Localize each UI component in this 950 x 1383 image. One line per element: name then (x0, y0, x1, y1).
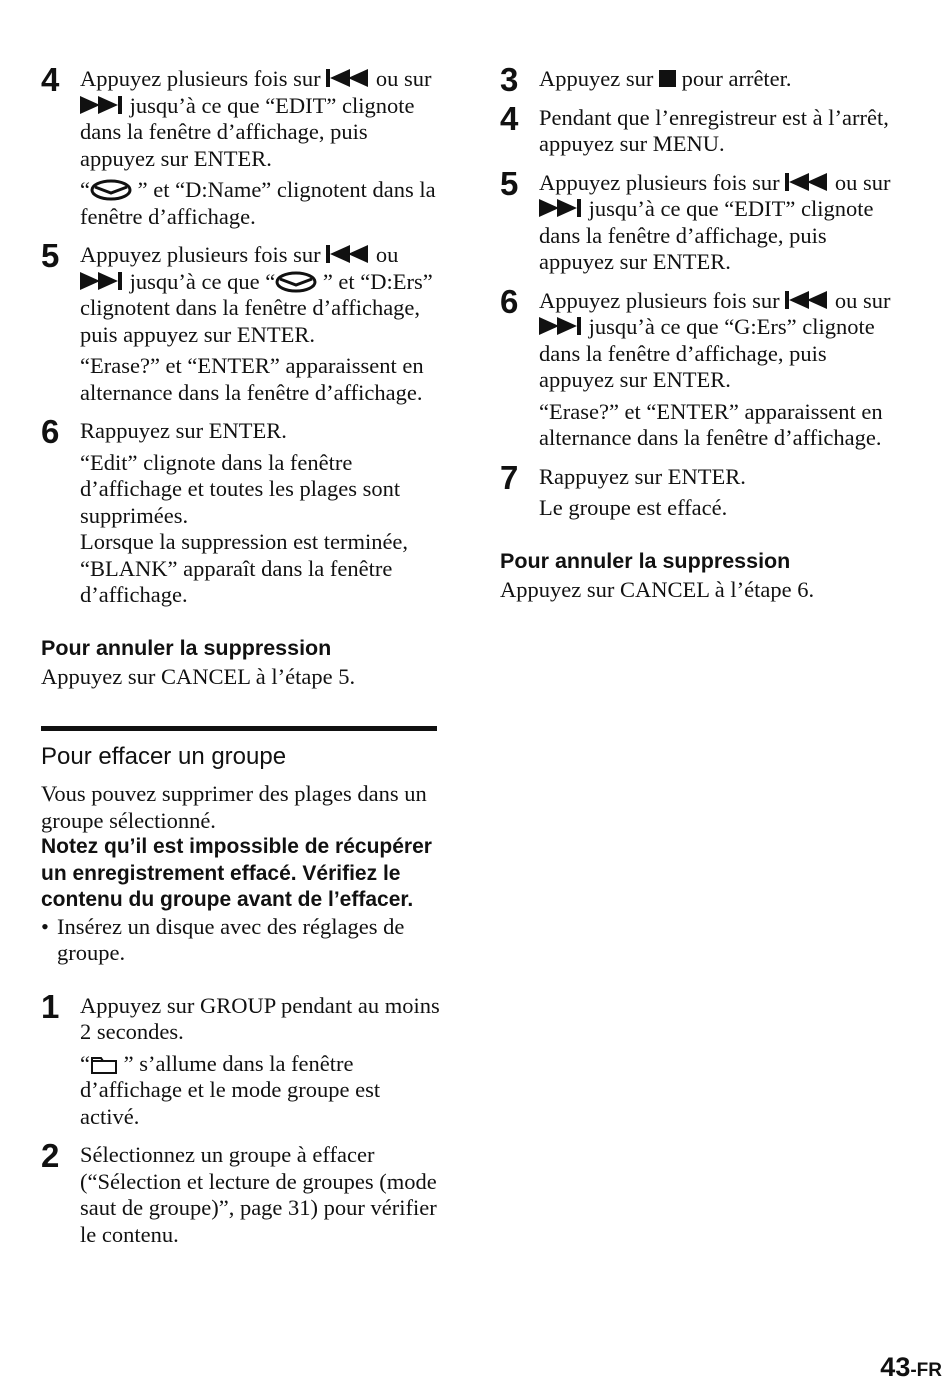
group-erase-step-5 (500, 164, 905, 276)
step-number: 2 (41, 1137, 60, 1174)
cancel-heading-right: Pour annuler la suppression (500, 548, 791, 573)
cancel-text-left: Appuyez sur CANCEL à l’étape 5. (41, 663, 356, 689)
disc-erase-step-4 (41, 61, 441, 230)
previous-track-icon (326, 69, 370, 87)
step-paragraph: Le groupe est effacé. (539, 495, 728, 520)
step-paragraph: Appuyez plusieurs fois sur ou sur jusqu’à ce que “G:Ers” clignote dans la fenêtre d’affichage, puis appuyez sur ENTER. (539, 287, 891, 392)
step-paragraph: “Erase?” et “ENTER” apparaissent en alternance dans la fenêtre d’affichage. (539, 398, 883, 450)
step-paragraph: “ ” et “D:Name” clignotent dans la fenêtre d’affichage. (80, 177, 436, 229)
step-paragraph: “Edit” clignote dans la fenêtre d’affichage et toutes les plages sont supprimées. Lorsque la suppression est terminée, “BLANK” apparaît dans la fenêtre d’affichage. (80, 449, 409, 607)
group-erase-step-3 (500, 61, 905, 98)
step-paragraph: Appuyez plusieurs fois sur ou sur jusqu’à ce que “EDIT” clignote dans la fenêtre d’affichage, puis appuyez sur ENTER. (80, 66, 432, 171)
step-paragraph: Appuyez sur pour arrêter. (539, 66, 792, 91)
step-paragraph: Rappuyez sur ENTER. (539, 463, 746, 489)
step-paragraph: Appuyez sur GROUP pendant au moins 2 secondes. (80, 992, 440, 1044)
step-list-delete-disc (41, 61, 441, 609)
disc-erase-step-5 (41, 237, 441, 406)
warning-note: Notez qu’il est impossible de récupérer un enregistrement effacé. Vérifiez le contenu du groupe avant de l’effacer. (41, 835, 432, 911)
disc-erase-step-6 (41, 413, 441, 609)
step-number: 3 (500, 61, 519, 98)
group-erase-step-6 (500, 282, 905, 452)
next-track-icon (539, 199, 583, 217)
left-column (41, 61, 441, 1260)
disc-icon (90, 179, 132, 201)
step-number: 5 (500, 164, 519, 202)
next-track-icon (80, 272, 124, 290)
page-language-suffix: -FR (910, 1360, 942, 1381)
step-number: 5 (41, 237, 60, 274)
step-paragraph: “Erase?” et “ENTER” apparaissent en alternance dans la fenêtre d’affichage. (80, 353, 424, 405)
group-erase-step-2 (41, 1137, 441, 1248)
bullet-mark: • (41, 913, 49, 939)
next-track-icon (80, 96, 124, 114)
intro-text: Vous pouvez supprimer des plages dans un groupe sélectionné. (41, 781, 427, 833)
step-number: 7 (500, 458, 519, 496)
step-paragraph: Pendant que l’enregistreur est à l’arrêt, appuyez sur MENU. (539, 104, 889, 156)
step-list-delete-group (41, 987, 441, 1249)
group-erase-step-1 (41, 987, 441, 1131)
cancel-text-right: Appuyez sur CANCEL à l’étape 6. (500, 576, 815, 602)
step-number: 4 (41, 61, 60, 98)
right-column (500, 61, 905, 603)
step-paragraph: Rappuyez sur ENTER. (80, 418, 287, 443)
step-number: 6 (41, 413, 60, 450)
step-number: 6 (500, 282, 519, 320)
previous-track-icon (326, 245, 370, 263)
page-number (880, 1352, 942, 1383)
step-paragraph: Appuyez plusieurs fois sur ou jusqu’à ce que “ ” et “D:Ers” clignotent dans la fenêtre d’affichage, puis appuyez sur ENTER. (80, 242, 433, 347)
stop-icon (659, 70, 676, 87)
step-number: 1 (41, 987, 60, 1025)
step-paragraph: Appuyez plusieurs fois sur ou sur jusqu’à ce que “EDIT” clignote dans la fenêtre d’affichage, puis appuyez sur ENTER. (539, 169, 891, 274)
section-title: Pour effacer un groupe (41, 743, 287, 770)
cancel-heading-left: Pour annuler la suppression (41, 635, 332, 660)
step-number: 4 (500, 99, 519, 137)
page-number-value: 43 (880, 1352, 911, 1382)
step-list-delete-group-continued (500, 61, 905, 522)
next-track-icon (539, 317, 583, 335)
folder-icon (90, 1055, 118, 1075)
step-paragraph: Sélectionnez un groupe à effacer (“Sélection et lecture de groupes (mode saut de groupe)”, page 31) pour vérifier le contenu. (80, 1142, 437, 1247)
group-erase-step-7 (500, 458, 905, 522)
bullet-item (41, 914, 441, 967)
bullet-text: Insérez un disque avec des réglages de groupe. (57, 913, 405, 965)
previous-track-icon (785, 291, 829, 309)
group-erase-step-4 (500, 99, 905, 158)
step-paragraph: “ ” s’allume dans la fenêtre d’affichage et le mode groupe est activé. (80, 1050, 381, 1129)
previous-track-icon (785, 173, 829, 191)
section-divider (41, 726, 437, 731)
disc-icon (275, 271, 317, 293)
